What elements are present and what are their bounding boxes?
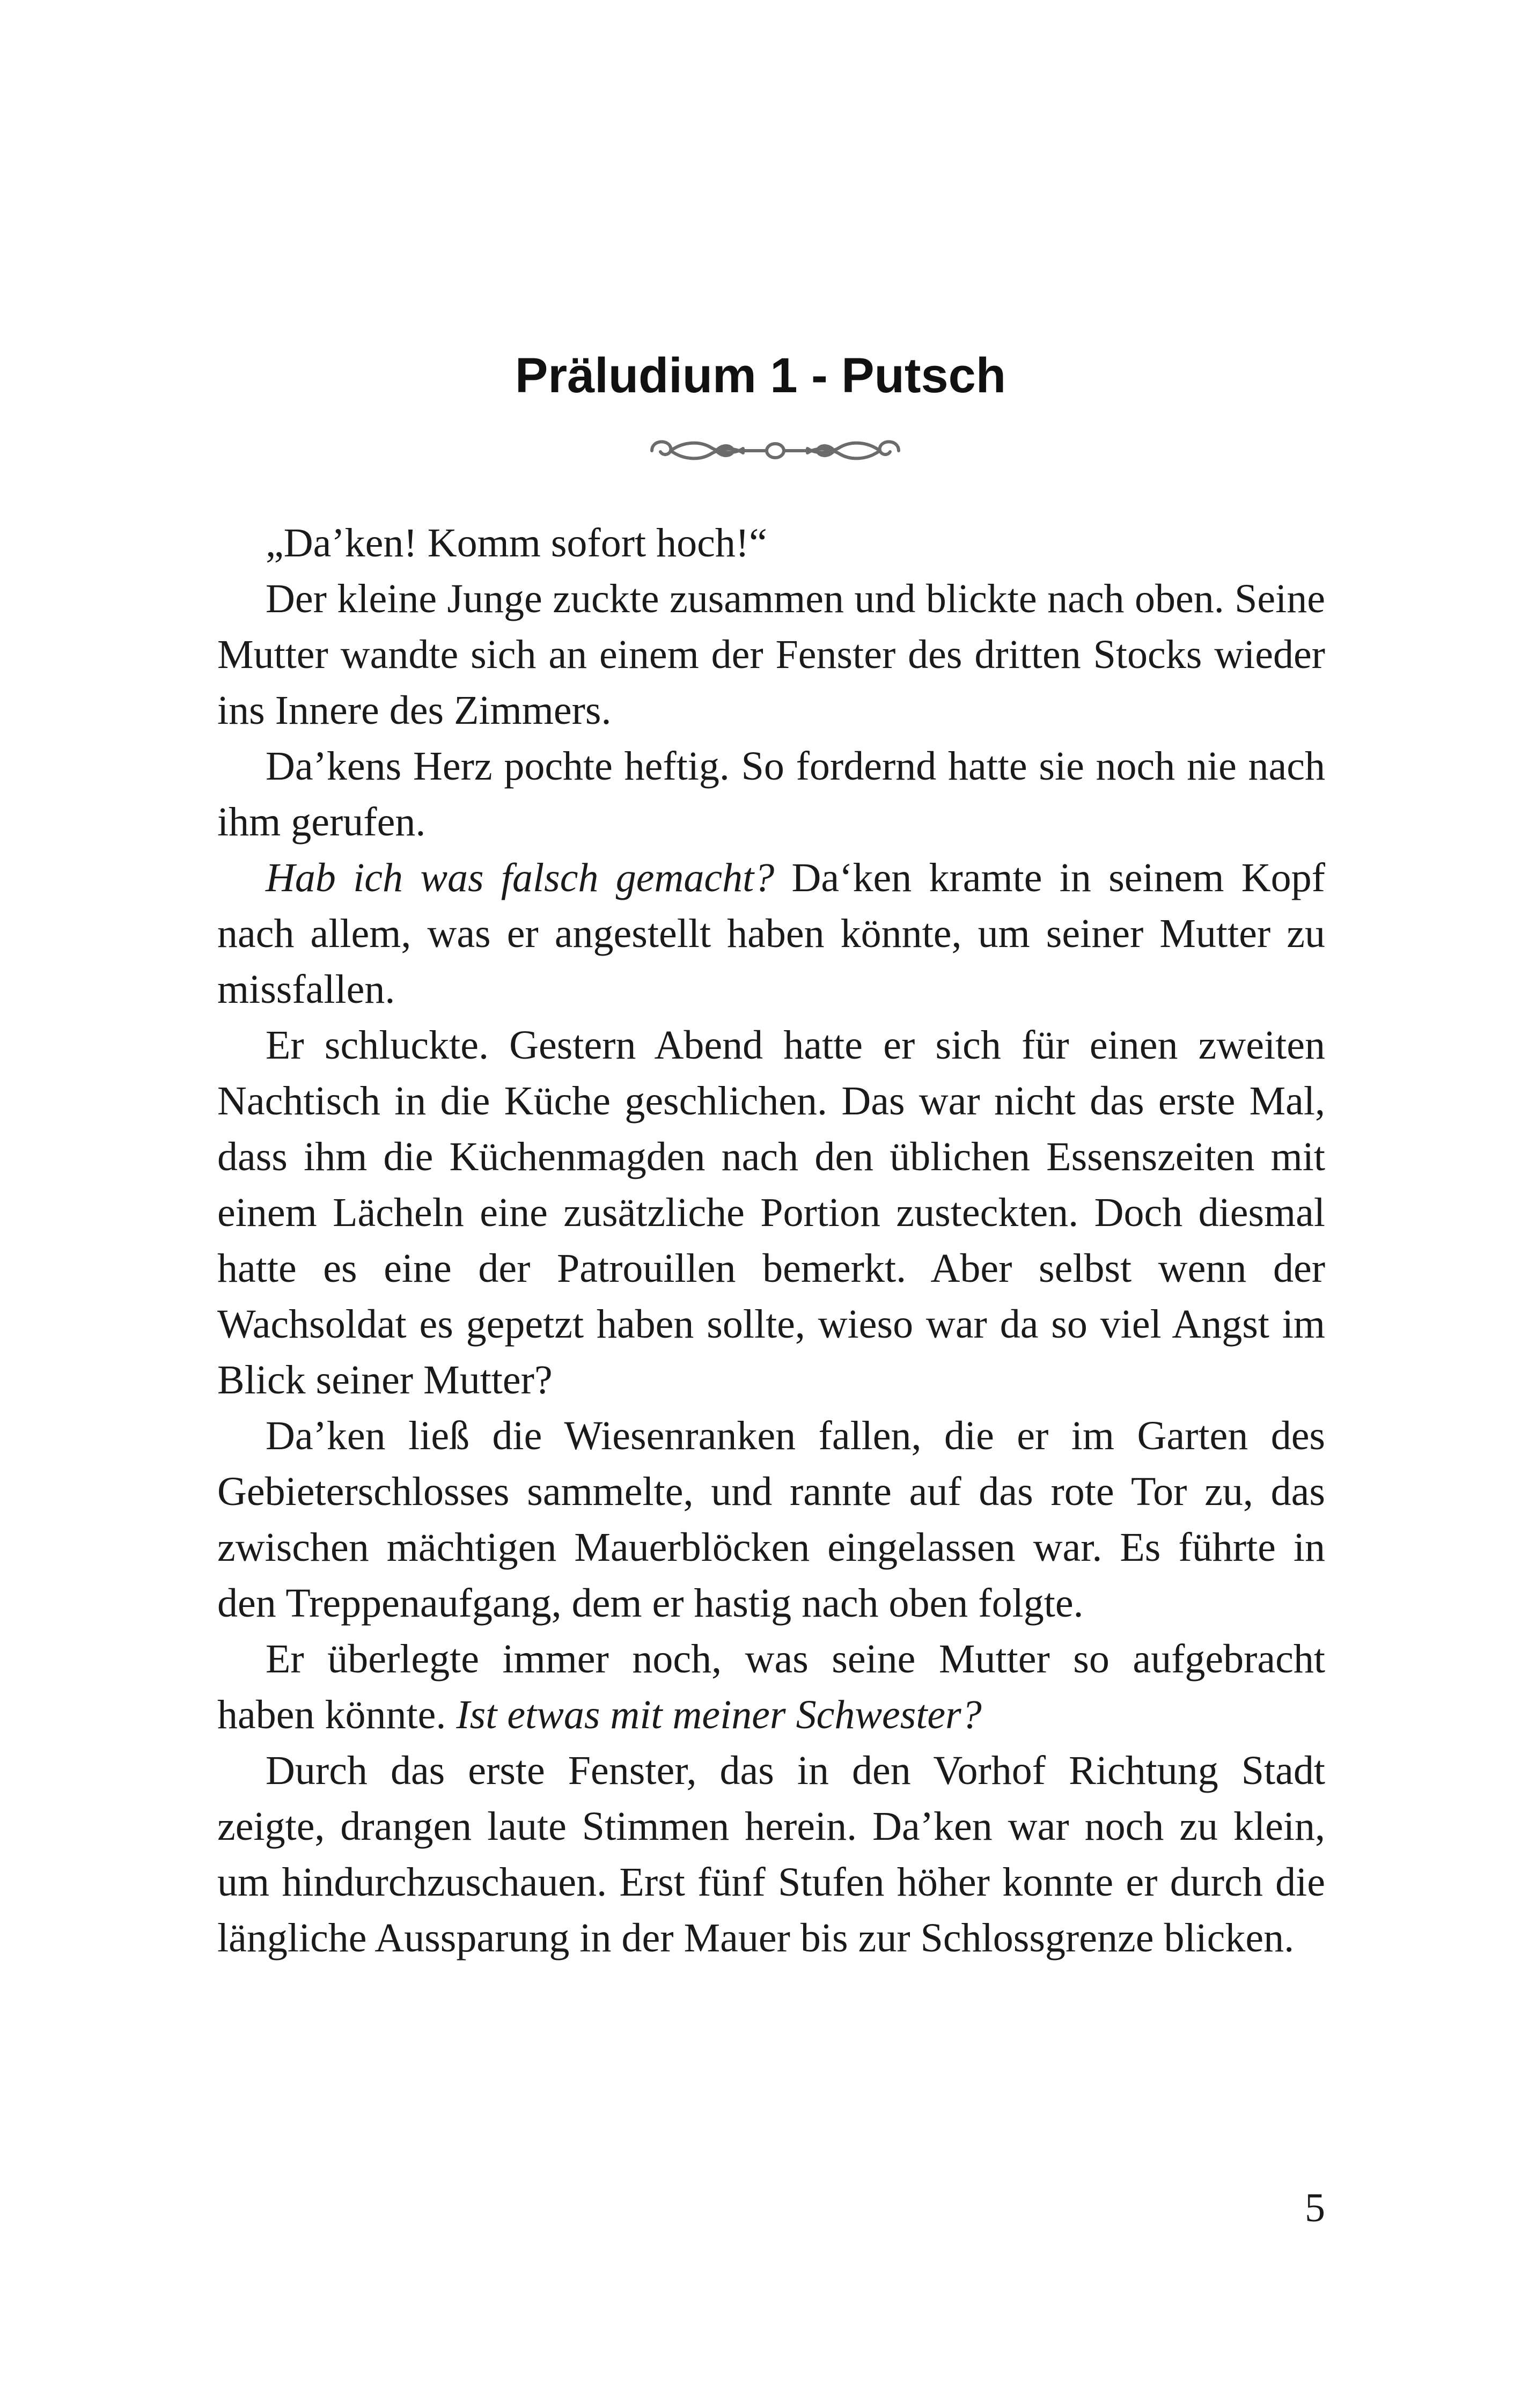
chapter-body (217, 515, 1325, 1966)
text-run: Da‘ken kramte in seinem Kopf nach allem, was er angestellt haben könnte, um seiner Mutter zu missfallen. (217, 855, 1325, 1012)
flourish-divider-icon (641, 429, 909, 472)
chapter-title: Präludium 1 - Putsch (515, 348, 1006, 403)
paragraph (217, 1743, 1325, 1966)
paragraph (217, 515, 1325, 571)
text-run: Der kleine Junge zuckte zusammen und blickte nach oben. Seine Mutter wandte sich an einem der Fenster des dritten Stocks wieder ins Innere des Zimmers. (217, 576, 1325, 733)
italic-thought: Ist etwas mit meiner Schwester? (456, 1692, 982, 1737)
text-run: Er überlegte immer noch, was seine Mutter so aufgebracht haben könnte. (217, 1636, 1325, 1737)
text-run: Durch das erste Fenster, das in den Vorhof Richtung Stadt zeigte, drangen laute Stimmen herein. Da’ken war noch zu klein, um hindurchzuschauen. Erst fünf Stufen höher konnte er durch die längliche Aussparung in der Mauer bis zur Schlossgrenze blicken. (217, 1748, 1325, 1961)
paragraph (217, 571, 1325, 738)
italic-thought: Hab ich was falsch gemacht? (266, 855, 775, 900)
text-run: Er schluckte. Gestern Abend hatte er sich für einen zweiten Nachtisch in die Küche geschlichen. Das war nicht das erste Mal, dass ihm die Küchenmagden nach den üblichen Essenszeiten mit einem Lächeln eine zusätzliche Portion zusteckten. Doch diesmal hatte es eine der Patrouillen bemerkt. Aber selbst wenn der Wachsoldat es gepetzt haben sollte, wieso war da so viel Angst im Blick seiner Mutter? (217, 1023, 1325, 1403)
text-run: Da’ken ließ die Wiesenranken fallen, die er im Garten des Gebieterschlosses sammelte, und rannte auf das rote Tor zu, das zwischen mächtigen Mauerblöcken eingelassen war. Es führte in den Treppenaufgang, dem er hastig nach oben folgte. (217, 1413, 1325, 1626)
page-number: 5 (1305, 2185, 1325, 2230)
text-run: Da’kens Herz pochte heftig. So fordernd hatte sie noch nie nach ihm gerufen. (217, 744, 1325, 845)
paragraph (217, 850, 1325, 1017)
paragraph (217, 1017, 1325, 1408)
paragraph (217, 1408, 1325, 1631)
paragraph (217, 1631, 1325, 1743)
text-run: „Da’ken! Komm sofort hoch!“ (266, 520, 767, 566)
paragraph (217, 738, 1325, 850)
